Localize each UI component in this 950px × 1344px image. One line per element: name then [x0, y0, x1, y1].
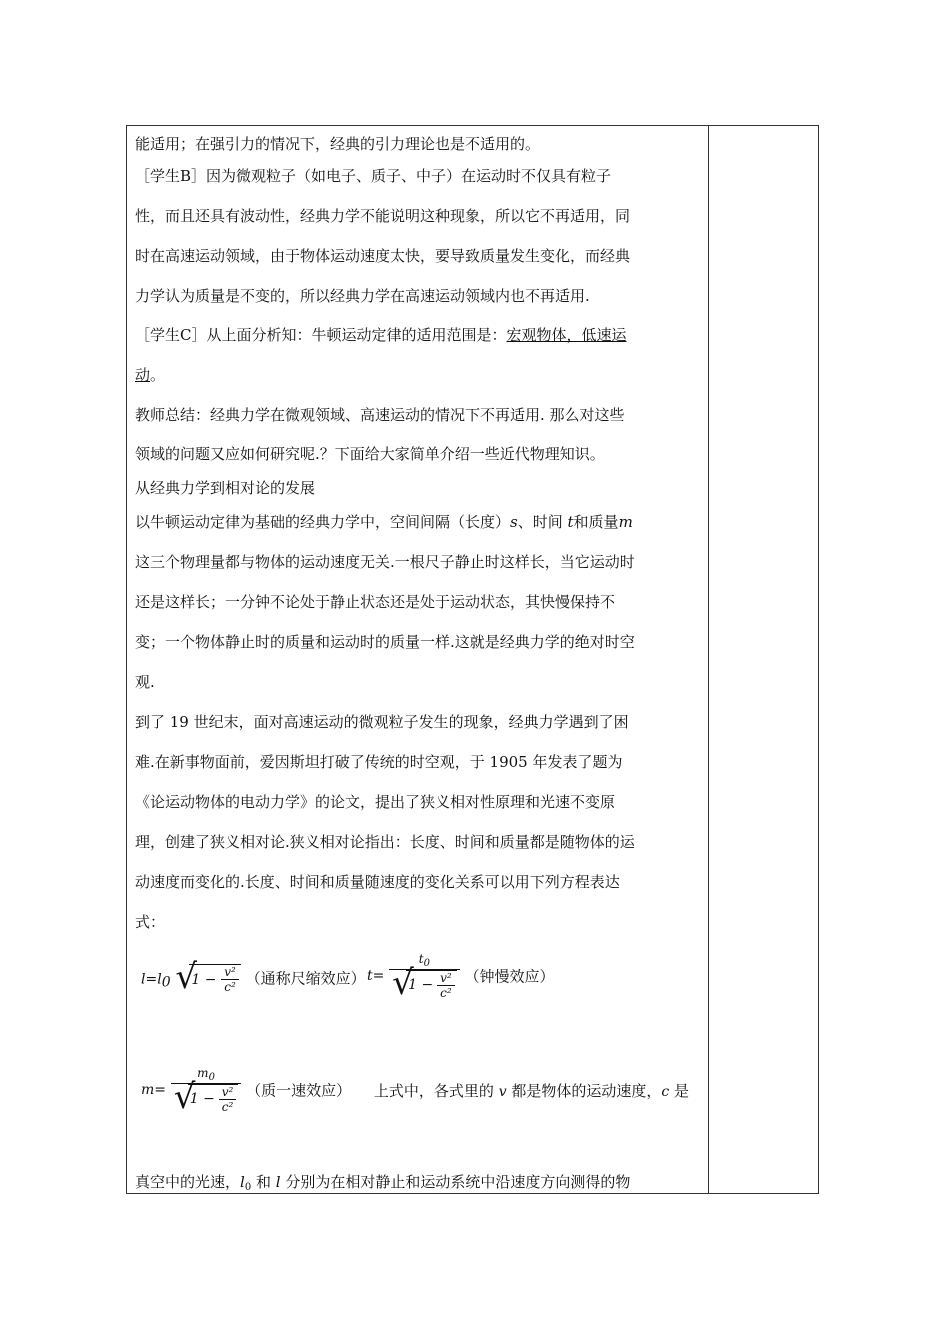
fraction	[171, 1066, 242, 1117]
text-span: 都是物体的运动速度，	[511, 1081, 662, 1100]
symbol-m: m	[618, 513, 633, 531]
radical-sign: √	[392, 963, 414, 1003]
text-line: 时在高速运动领域，由于物体运动速度太快，要导致质量发生变化，而经典	[135, 247, 631, 265]
radical-sign: √	[175, 957, 198, 997]
one-minus: 1 −	[191, 972, 217, 988]
sqrt-inner	[189, 964, 240, 994]
symbol-l: l	[240, 1173, 245, 1191]
formula-note: （质一速效应）	[246, 1081, 352, 1100]
denominator: c²	[440, 986, 452, 1000]
symbol-l: l	[275, 1173, 281, 1191]
text-line: 还是这样长；一分钟不论处于静止状态还是处于运动状态，其快慢保持不	[135, 593, 616, 611]
fraction	[389, 952, 460, 1003]
denominator	[171, 1077, 242, 1117]
symbol-v: v	[498, 1083, 507, 1100]
formula-subscript: 0	[208, 1072, 215, 1083]
denominator: c²	[221, 1100, 234, 1114]
text-span: 。	[150, 366, 166, 384]
numerator: v²	[440, 971, 452, 985]
fraction	[219, 1085, 237, 1114]
formula-lhs: t=	[367, 968, 385, 984]
formula-note: （通称尺缩效应）	[245, 969, 366, 988]
text-line: 性，而且还具有波动性，经典力学不能说明这种现象，所以它不再适用，同	[135, 207, 631, 225]
text-span: 、时间	[517, 513, 563, 531]
text-line: 理，创建了狭义相对论.狭义相对论指出：长度、时间和质量都是随物体的运	[135, 833, 635, 851]
fraction	[437, 971, 455, 1000]
numerator-symbol: t	[418, 952, 424, 966]
text-span: 和质量	[573, 513, 619, 531]
text-span: 上式中，各式里的	[373, 1081, 494, 1100]
mass-velocity-formula	[141, 1066, 690, 1117]
text-line: 这三个物理量都与物体的运动速度无关.一根尺子静止时这样长，当它运动时	[135, 553, 635, 571]
text-line	[135, 1172, 630, 1198]
text-span: 真空中的光速，	[135, 1173, 241, 1191]
sqrt-expression	[392, 963, 457, 1003]
text-line: 力学认为质量是不变的，所以经典力学在高速运动领域内也不再适用.	[135, 287, 590, 305]
text-line: 领域的问题又应如何研究呢.？下面给大家简单介绍一些近代物理知识。	[135, 445, 605, 463]
underlined-answer: 宏观物体，低速运	[506, 326, 627, 344]
text-span: 和	[255, 1173, 271, 1191]
text-line: 观.	[135, 673, 155, 691]
formula-note: （钟慢效应）	[464, 967, 555, 986]
formula-lhs: l=l	[141, 971, 162, 988]
formula-subscript: 0	[161, 974, 171, 991]
text-line: 能适用；在强引力的情况下，经典的引力理论也是不适用的。	[135, 135, 541, 153]
symbol-t: t	[567, 513, 574, 531]
text-line: 到了 19 世纪末，面对高速运动的微观粒子发生的现象，经典力学遇到了困	[135, 713, 629, 731]
text-span: 分别为在相对静止和运动系统中沿速度方向测得的物	[285, 1173, 631, 1191]
underlined-answer: 动	[135, 366, 151, 384]
text-line	[135, 325, 627, 345]
text-line: 教师总结：经典力学在微观领域、高速运动的情况下不再适用. 那么对这些	[135, 406, 625, 424]
formula-lhs: m=	[141, 1082, 167, 1098]
text-line	[135, 365, 165, 385]
text-line	[135, 512, 633, 532]
text-span: 以牛顿运动定律为基础的经典力学中，空间间隔（长度）	[135, 513, 511, 531]
formula-explanation	[374, 1082, 689, 1100]
content-table	[126, 125, 819, 1194]
text-span: 是	[674, 1081, 690, 1100]
one-minus: 1 −	[189, 1091, 215, 1107]
text-line: 《论运动物体的电动力学》的论文，提出了狭义相对性原理和光速不变原	[135, 793, 616, 811]
text-line: ［学生B］因为微观粒子（如电子、质子、中子）在运动时不仅具有粒子	[135, 167, 612, 185]
numerator: v²	[221, 1085, 234, 1099]
fraction	[221, 965, 239, 994]
symbol-c: c	[661, 1083, 670, 1100]
symbol-s: s	[510, 513, 518, 531]
text-line: 式：	[135, 913, 166, 931]
sqrt-expression	[175, 957, 240, 997]
formula-subscript: 0	[423, 958, 430, 969]
symbol-subscript: 0	[244, 1182, 252, 1193]
numerator: v²	[224, 965, 236, 979]
numerator-symbol: m	[197, 1066, 209, 1080]
sqrt-expression	[173, 1077, 239, 1117]
text-line: 变；一个物体静止时的质量和运动时的质量一样.这就是经典力学的绝对时空	[135, 633, 635, 651]
text-line: 难.在新事物面前，爱因斯坦打破了传统的时空观，于 1905 年发表了题为	[135, 753, 623, 771]
length-contraction-formula	[141, 957, 366, 997]
text-line: 动速度而变化的.长度、时间和质量随速度的变化关系可以用下列方程表达	[135, 873, 620, 891]
section-heading: 从经典力学到相对论的发展	[135, 479, 316, 497]
time-dilation-formula	[367, 952, 555, 1003]
radical-sign: √	[173, 1077, 196, 1117]
one-minus: 1 −	[408, 977, 434, 993]
denominator: c²	[224, 980, 236, 994]
column-divider	[708, 126, 709, 1193]
denominator	[389, 963, 460, 1003]
text-span: ［学生C］从上面分析知：牛顿运动定律的适用范围是：	[135, 326, 507, 344]
